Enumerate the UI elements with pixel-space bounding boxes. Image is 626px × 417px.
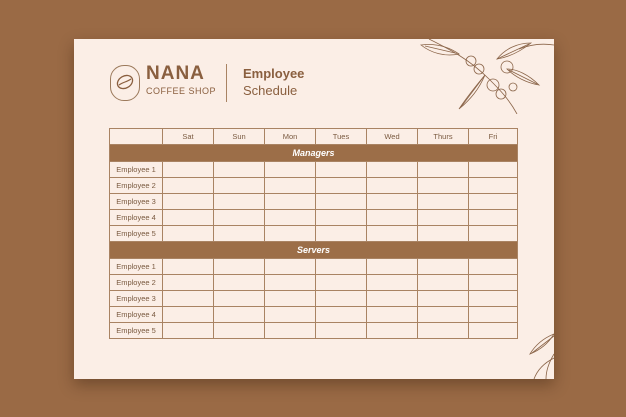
shift-cell[interactable] (469, 307, 518, 323)
section-label: Managers (110, 145, 518, 162)
employee-row (110, 291, 518, 307)
document-title-line2: Schedule (243, 83, 298, 98)
employee-row (110, 259, 518, 275)
day-header: Fri (469, 129, 518, 145)
employee-row (110, 162, 518, 178)
employee-row (110, 307, 518, 323)
shift-cell[interactable] (214, 194, 265, 210)
employee-row (110, 210, 518, 226)
employee-name: Employee 2 (110, 275, 163, 291)
shift-cell[interactable] (418, 194, 469, 210)
employee-name: Employee 5 (110, 226, 163, 242)
shift-cell[interactable] (265, 323, 316, 339)
coffee-bean-icon (110, 65, 140, 101)
section-header-row (110, 242, 518, 259)
shift-cell[interactable] (316, 210, 367, 226)
shift-cell[interactable] (214, 275, 265, 291)
shift-cell[interactable] (214, 162, 265, 178)
shift-cell[interactable] (418, 210, 469, 226)
shift-cell[interactable] (367, 259, 418, 275)
employee-row (110, 323, 518, 339)
shift-cell[interactable] (163, 162, 214, 178)
shift-cell[interactable] (316, 259, 367, 275)
shift-cell[interactable] (265, 194, 316, 210)
shift-cell[interactable] (367, 194, 418, 210)
shift-cell[interactable] (163, 194, 214, 210)
shift-cell[interactable] (163, 307, 214, 323)
employee-name: Employee 5 (110, 323, 163, 339)
employee-name: Employee 3 (110, 194, 163, 210)
employee-name: Employee 1 (110, 162, 163, 178)
shift-cell[interactable] (214, 226, 265, 242)
document-title-line1: Employee (243, 66, 305, 81)
shift-cell[interactable] (214, 323, 265, 339)
shift-cell[interactable] (367, 226, 418, 242)
shift-cell[interactable] (265, 162, 316, 178)
day-header: Thurs (418, 129, 469, 145)
shift-cell[interactable] (265, 291, 316, 307)
shift-cell[interactable] (418, 162, 469, 178)
shift-cell[interactable] (418, 226, 469, 242)
shift-cell[interactable] (214, 210, 265, 226)
shift-cell[interactable] (214, 259, 265, 275)
shift-cell[interactable] (265, 210, 316, 226)
employee-row (110, 178, 518, 194)
shift-cell[interactable] (316, 194, 367, 210)
day-header: Mon (265, 129, 316, 145)
shift-cell[interactable] (163, 275, 214, 291)
shift-cell[interactable] (316, 291, 367, 307)
employee-row (110, 226, 518, 242)
brand-block (110, 63, 350, 103)
shift-cell[interactable] (367, 210, 418, 226)
shift-cell[interactable] (214, 178, 265, 194)
shift-cell[interactable] (214, 307, 265, 323)
shift-cell[interactable] (265, 178, 316, 194)
shift-cell[interactable] (163, 178, 214, 194)
shift-cell[interactable] (418, 307, 469, 323)
employee-row (110, 194, 518, 210)
day-header: Tues (316, 129, 367, 145)
shift-cell[interactable] (367, 291, 418, 307)
shift-cell[interactable] (163, 226, 214, 242)
section-header-row (110, 145, 518, 162)
shift-cell[interactable] (469, 323, 518, 339)
shift-cell[interactable] (418, 259, 469, 275)
header-divider (226, 64, 227, 102)
shift-cell[interactable] (316, 226, 367, 242)
shift-cell[interactable] (214, 291, 265, 307)
shift-cell[interactable] (265, 307, 316, 323)
shift-cell[interactable] (265, 275, 316, 291)
employee-name: Employee 2 (110, 178, 163, 194)
shift-cell[interactable] (367, 162, 418, 178)
shift-cell[interactable] (469, 275, 518, 291)
day-header: Wed (367, 129, 418, 145)
brand-name: NANA (146, 63, 205, 84)
employee-name: Employee 3 (110, 291, 163, 307)
employee-name: Employee 1 (110, 259, 163, 275)
coffee-branch-icon (409, 39, 554, 114)
shift-cell[interactable] (163, 291, 214, 307)
shift-cell[interactable] (316, 275, 367, 291)
shift-cell[interactable] (316, 323, 367, 339)
shift-cell[interactable] (418, 291, 469, 307)
shift-cell[interactable] (469, 162, 518, 178)
section-label: Servers (110, 242, 518, 259)
shift-cell[interactable] (469, 259, 518, 275)
shift-cell[interactable] (163, 323, 214, 339)
shift-cell[interactable] (265, 259, 316, 275)
shift-cell[interactable] (469, 226, 518, 242)
employee-row (110, 275, 518, 291)
shift-cell[interactable] (367, 178, 418, 194)
shift-cell[interactable] (418, 275, 469, 291)
shift-cell[interactable] (469, 194, 518, 210)
schedule-card (74, 39, 554, 379)
header-row (110, 129, 518, 145)
shift-cell[interactable] (316, 178, 367, 194)
shift-cell[interactable] (469, 210, 518, 226)
shift-cell[interactable] (469, 291, 518, 307)
day-header: Sat (163, 129, 214, 145)
day-header: Sun (214, 129, 265, 145)
brand-subtitle: COFFEE SHOP (146, 86, 217, 96)
employee-name: Employee 4 (110, 210, 163, 226)
shift-cell[interactable] (265, 226, 316, 242)
shift-cell[interactable] (418, 323, 469, 339)
shift-cell[interactable] (367, 275, 418, 291)
shift-cell[interactable] (163, 210, 214, 226)
shift-cell[interactable] (367, 323, 418, 339)
header-empty-cell (110, 129, 163, 145)
shift-cell[interactable] (163, 259, 214, 275)
shift-cell[interactable] (316, 307, 367, 323)
schedule-table (109, 128, 518, 339)
employee-name: Employee 4 (110, 307, 163, 323)
shift-cell[interactable] (367, 307, 418, 323)
shift-cell[interactable] (469, 178, 518, 194)
shift-cell[interactable] (418, 178, 469, 194)
coffee-branch-icon (524, 324, 554, 379)
shift-cell[interactable] (316, 162, 367, 178)
